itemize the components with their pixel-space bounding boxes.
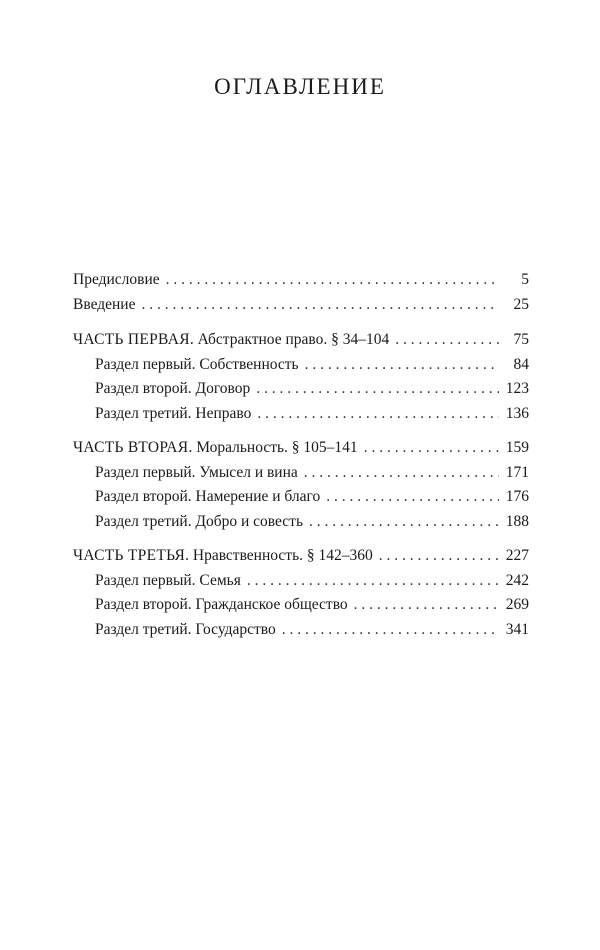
toc-entry-section[interactable] [73, 621, 529, 646]
toc-page-number: 269 [505, 596, 529, 613]
toc-entry-label: Раздел первый. Семья [95, 571, 241, 589]
dot-leader [364, 439, 499, 457]
toc-part-heading [73, 331, 389, 349]
toc-part-heading [73, 547, 373, 565]
toc-page-number: 171 [505, 463, 529, 481]
toc-entry-label: Введение [73, 295, 136, 313]
toc-entry-label: Предисловие [73, 271, 160, 288]
toc-entry-label: Раздел второй. Намерение и благо [95, 488, 321, 505]
toc-entry-introduction[interactable] [73, 296, 529, 321]
spacer [73, 429, 529, 439]
toc-page-number: 242 [505, 571, 529, 589]
toc-entry-section[interactable] [73, 405, 529, 430]
part-subtitle: . Моральность. § 105–141 [188, 439, 358, 456]
toc-page-number: 176 [505, 488, 529, 505]
toc-page-number: 341 [505, 620, 529, 638]
spacer [73, 320, 529, 331]
toc-entry-part-2[interactable] [73, 439, 529, 464]
toc-entry-section[interactable] [73, 572, 529, 597]
toc-entry-section[interactable] [73, 513, 529, 538]
dot-leader [379, 547, 499, 565]
part-name: ЧАСТЬ ТРЕТЬЯ [73, 547, 186, 564]
toc-page-number: 75 [513, 331, 529, 348]
toc-entry-section[interactable] [73, 356, 529, 381]
toc-entry-label: Раздел второй. Гражданское общество [95, 596, 348, 613]
toc-entry-part-1[interactable] [73, 331, 529, 356]
dot-leader [166, 271, 499, 289]
toc-page-number: 123 [505, 380, 529, 397]
toc-page-number: 84 [513, 355, 529, 373]
toc-entry-section[interactable] [73, 596, 529, 621]
toc-page-number: 159 [505, 439, 529, 456]
dot-leader [304, 464, 499, 482]
toc-entry-label: Раздел третий. Государство [95, 620, 276, 638]
toc-entry-label: Раздел второй. Договор [95, 380, 251, 397]
toc-entry-label: Раздел третий. Добро и совесть [95, 512, 304, 530]
toc-entry-section[interactable] [73, 488, 529, 513]
table-of-contents [73, 271, 529, 645]
dot-leader [354, 596, 499, 614]
part-name: ЧАСТЬ ВТОРАЯ [73, 439, 189, 456]
toc-page-number: 25 [513, 295, 529, 313]
dot-leader [305, 356, 499, 374]
part-subtitle: . Абстрактное право. § 34–104 [189, 331, 390, 348]
dot-leader [326, 488, 499, 506]
toc-entry-label: Раздел первый. Умысел и вина [95, 463, 298, 481]
toc-page-number: 136 [505, 404, 529, 422]
toc-entry-preface[interactable] [73, 271, 529, 296]
toc-entry-label: Раздел первый. Собственность [95, 355, 299, 373]
spacer [73, 537, 529, 547]
dot-leader [395, 331, 499, 349]
dot-leader [247, 572, 499, 590]
toc-entry-label: Раздел третий. Неправо [95, 404, 252, 422]
part-subtitle: . Нравственность. § 142–360 [185, 547, 373, 564]
toc-page-number: 188 [505, 512, 529, 530]
dot-leader [282, 621, 499, 639]
dot-leader [141, 296, 499, 314]
toc-page-number: 227 [505, 547, 529, 564]
toc-part-heading [73, 439, 358, 457]
dot-leader [309, 513, 499, 531]
dot-leader [256, 380, 499, 398]
dot-leader [257, 405, 499, 423]
toc-page-number: 5 [521, 271, 529, 288]
toc-entry-section[interactable] [73, 464, 529, 489]
page-title: ОГЛАВЛЕНИЕ [214, 74, 386, 99]
toc-entry-section[interactable] [73, 380, 529, 405]
part-name: ЧАСТЬ ПЕРВАЯ [73, 331, 190, 348]
toc-entry-part-3[interactable] [73, 547, 529, 572]
